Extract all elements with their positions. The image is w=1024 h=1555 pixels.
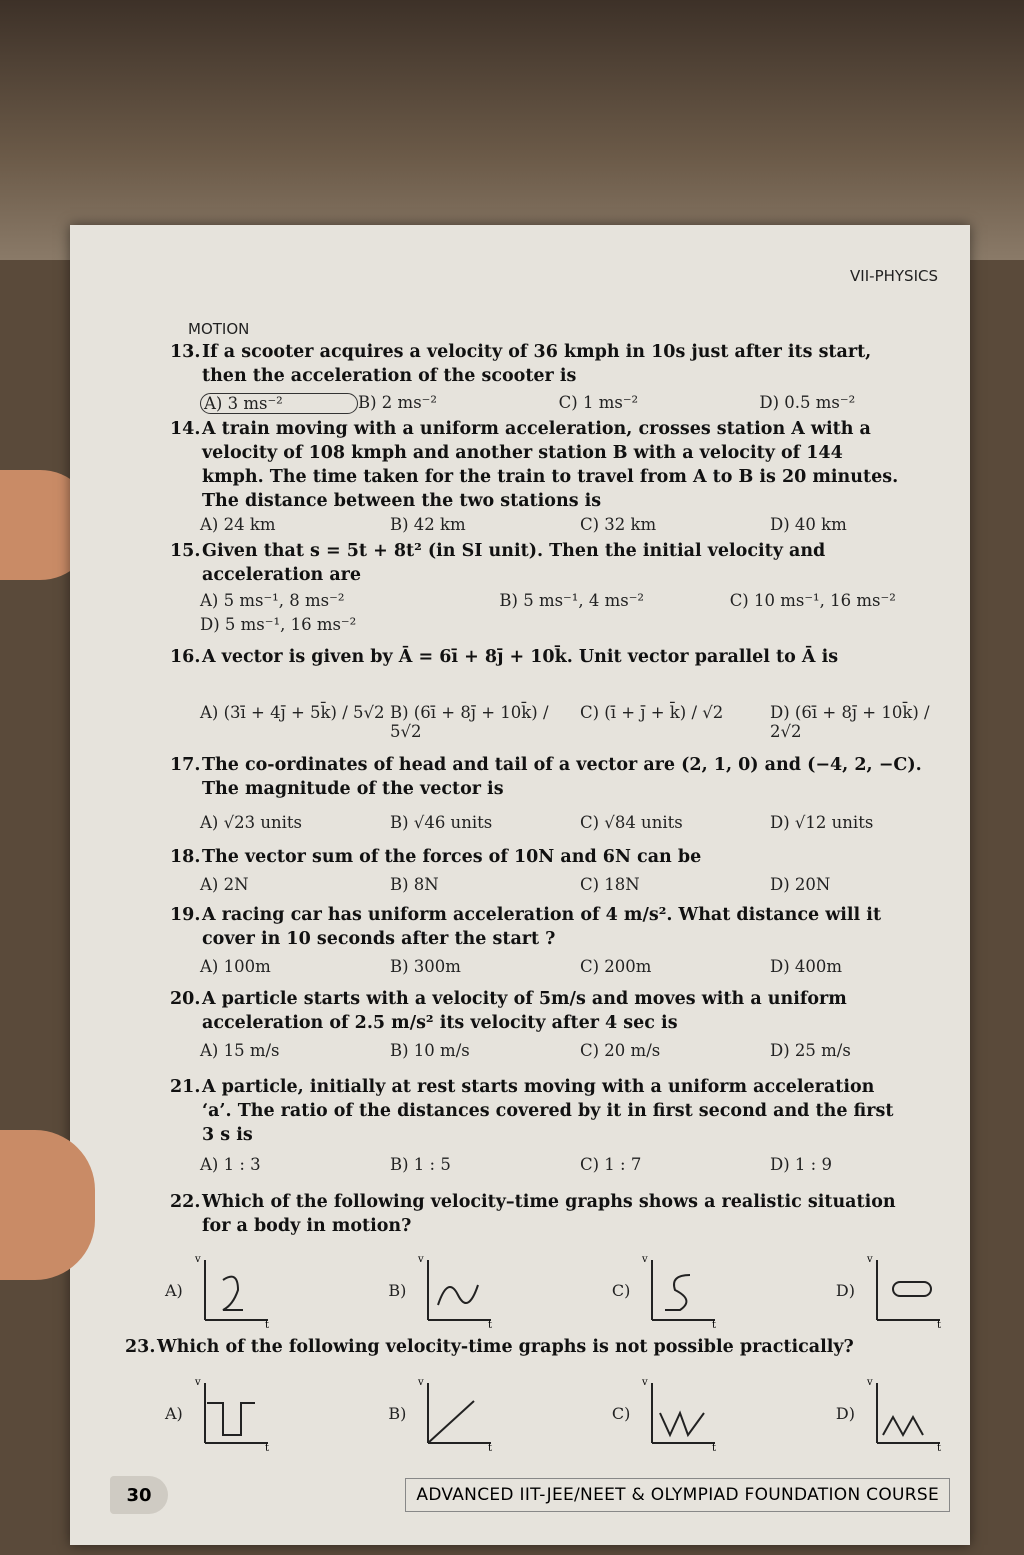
- svg-text:v: v: [867, 1377, 873, 1388]
- graph-22-c: C) v t: [612, 1250, 720, 1330]
- question-19: 19.A racing car has uniform acceleration of 4 m/s². What distance will it cover in 10 seconds after the start ?: [170, 905, 882, 949]
- question-15: 15.Given that s = 5t + 8t² (in SI unit). Then the initial velocity and acceleration are: [170, 541, 826, 585]
- options-20: A) 15 m/s B) 10 m/s C) 20 m/s D) 25 m/s: [200, 1041, 851, 1060]
- svg-text:t: t: [488, 1320, 493, 1330]
- question-22: 22.Which of the following velocity–time graphs shows a realistic situation for a body in motion?: [170, 1192, 896, 1236]
- question-16: 16.A vector is given by Ā = 6ī + 8j̄ + 10k̄. Unit vector parallel to Ā is: [170, 647, 839, 667]
- svg-text:v: v: [642, 1377, 649, 1388]
- vt-graph-icon: [865, 1373, 945, 1453]
- vt-graph-icon: [416, 1373, 496, 1453]
- options-14: A) 24 km B) 42 km C) 32 km D) 40 km: [200, 515, 847, 534]
- svg-text:t: t: [937, 1443, 942, 1453]
- thumb-lower: [0, 1130, 95, 1280]
- svg-text:v: v: [418, 1254, 424, 1265]
- svg-text:v: v: [194, 1254, 201, 1265]
- options-16: A) (3ī + 4j̄ + 5k̄) / 5√2 B) (6ī + 8j̄ + 10k̄) / 5√2 C) (ī + j̄ + k̄) / √2 D) (6ī + 8j̄ + 10k̄) / 2√2: [200, 703, 930, 741]
- options-17: A) √23 units B) √46 units C) √84 units D) √12 units: [200, 813, 874, 832]
- chapter-title: MOTION: [188, 320, 250, 338]
- graphs-22: [165, 1250, 945, 1330]
- graphs-23: [165, 1373, 945, 1453]
- graph-23-a: A) v t: [165, 1373, 273, 1453]
- options-15-row2: D) 5 ms⁻¹, 16 ms⁻²: [200, 615, 357, 634]
- subject-header: VII-PHYSICS: [850, 267, 938, 285]
- question-21: 21.A particle, initially at rest starts moving with a uniform acceleration ‘a’. The ratio of the distances covered by it in first second and the first 3 s is: [170, 1077, 894, 1145]
- options-19: A) 100m B) 300m C) 200m D) 400m: [200, 957, 843, 976]
- question-23: 23.Which of the following velocity-time graphs is not possible practically?: [125, 1337, 854, 1357]
- vt-graph-icon: [640, 1250, 720, 1330]
- question-13: 13.If a scooter acquires a velocity of 36 kmph in 10s just after its start, then the acceleration of the scooter is: [170, 342, 872, 386]
- graph-22-d: D) v t: [836, 1250, 945, 1330]
- course-title: ADVANCED IIT-JEE/NEET & OLYMPIAD FOUNDATION COURSE: [405, 1478, 950, 1512]
- svg-text:v: v: [194, 1377, 201, 1388]
- page-number: 30: [110, 1476, 168, 1514]
- vt-graph-icon: [193, 1250, 273, 1330]
- vt-graph-icon: [193, 1373, 273, 1453]
- options-18: A) 2N B) 8N C) 18N D) 20N: [200, 875, 831, 894]
- graph-23-b: B) v t: [388, 1373, 496, 1453]
- book-page: [70, 225, 970, 1545]
- question-18: 18.The vector sum of the forces of 10N and 6N can be: [170, 847, 702, 867]
- page-footer: [110, 1473, 950, 1517]
- question-20: 20.A particle starts with a velocity of 5m/s and moves with a uniform acceleration of 2.5 m/s² its velocity after 4 sec is: [170, 989, 847, 1033]
- svg-text:t: t: [488, 1443, 493, 1453]
- graph-22-b: B) v t: [388, 1250, 496, 1330]
- graph-23-d: D) v t: [836, 1373, 945, 1453]
- background: [0, 0, 1024, 260]
- svg-text:t: t: [712, 1320, 717, 1330]
- options-13: A) 3 ms⁻² B) 2 ms⁻² C) 1 ms⁻² D) 0.5 ms⁻²: [200, 393, 960, 414]
- graph-22-a: A) v t: [165, 1250, 273, 1330]
- question-17: 17.The co-ordinates of head and tail of a vector are (2, 1, 0) and (−4, 2, −C). The magnitude of the vector is: [170, 755, 922, 799]
- graph-23-c: C) v t: [612, 1373, 720, 1453]
- svg-text:v: v: [642, 1254, 649, 1265]
- svg-text:t: t: [264, 1443, 269, 1453]
- svg-text:t: t: [712, 1443, 717, 1453]
- svg-text:t: t: [264, 1320, 269, 1330]
- vt-graph-icon: [640, 1373, 720, 1453]
- svg-text:v: v: [418, 1377, 424, 1388]
- options-21: A) 1 : 3 B) 1 : 5 C) 1 : 7 D) 1 : 9: [200, 1155, 832, 1174]
- svg-text:v: v: [867, 1254, 873, 1265]
- question-14: 14.A train moving with a uniform acceleration, crosses station A with a velocity of 108 kmph and another station B with a velocity of 144 kmph. The time taken for the train to travel from A to B is 20 minutes. The distance between the two stations is: [170, 419, 899, 511]
- vt-graph-icon: [416, 1250, 496, 1330]
- svg-text:t: t: [937, 1320, 942, 1330]
- vt-graph-icon: [865, 1250, 945, 1330]
- options-15-row1: A) 5 ms⁻¹, 8 ms⁻² B) 5 ms⁻¹, 4 ms⁻² C) 10 ms⁻¹, 16 ms⁻²: [200, 591, 896, 610]
